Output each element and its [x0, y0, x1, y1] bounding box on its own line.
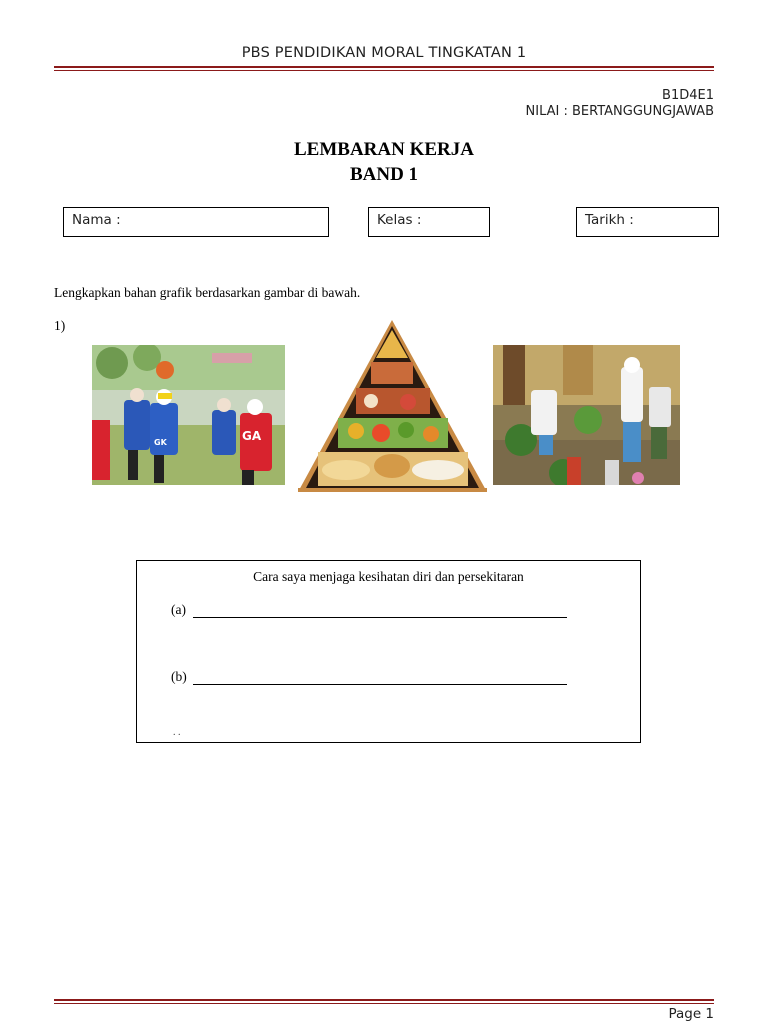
reference-value: NILAI : BERTANGGUNGJAWAB — [525, 104, 714, 119]
svg-text:GK: GK — [154, 438, 167, 447]
question-number: 1) — [54, 318, 66, 333]
footer-rule-top — [54, 999, 714, 1001]
page-header-title: PBS PENDIDIKAN MORAL TINGKATAN 1 — [241, 45, 527, 61]
class-field[interactable] — [368, 207, 490, 237]
answer-box — [136, 560, 641, 743]
instruction-text: Lengkapkan bahan grafik berdasarkan gambar di bawah. — [54, 285, 361, 300]
students-cleaning-garden-photo — [493, 345, 680, 485]
answer-label-a: (a) — [171, 602, 186, 617]
reference-code: B1D4E1 — [662, 88, 714, 103]
answer-line-b[interactable] — [193, 684, 567, 685]
class-label: Kelas : — [377, 212, 422, 228]
page-number: Page 1 — [668, 1006, 714, 1022]
date-field[interactable] — [576, 207, 719, 237]
worksheet-band: BAND 1 — [349, 164, 419, 185]
food-pyramid-illustration — [296, 318, 489, 494]
svg-text:GA: GA — [242, 429, 262, 443]
name-label: Nama : — [72, 212, 121, 228]
worksheet-title: LEMBARAN KERJA — [294, 139, 474, 160]
answer-line-a[interactable] — [193, 617, 567, 618]
header-rule-top — [54, 66, 714, 68]
date-label: Tarikh : — [585, 212, 634, 228]
name-field[interactable] — [63, 207, 329, 237]
header-rule-bottom — [54, 70, 714, 71]
footer-rule-bottom — [54, 1003, 714, 1004]
answer-trailing-dots: . . — [173, 727, 181, 738]
netball-players-photo — [92, 345, 285, 485]
answer-box-heading: Cara saya menjaga kesihatan diri dan persekitaran — [253, 569, 524, 584]
answer-label-b: (b) — [171, 669, 187, 684]
